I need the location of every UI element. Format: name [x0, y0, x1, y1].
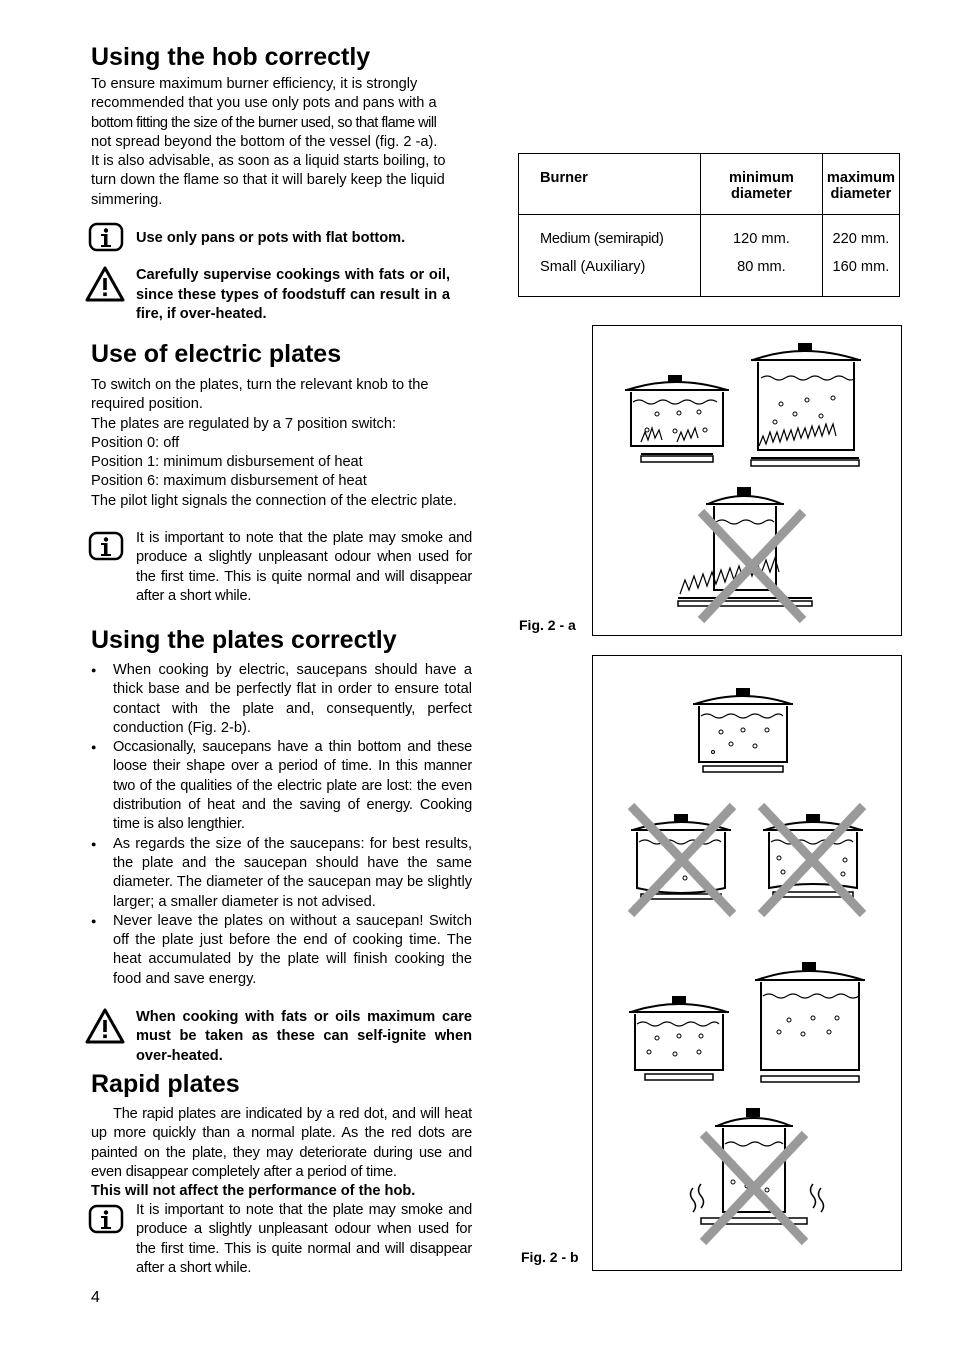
text-line: To switch on the plates, turn the relevant knob to the — [91, 377, 429, 393]
cross-icon — [701, 512, 803, 620]
table-col-burner — [519, 215, 701, 297]
text-line: It is also advisable, as soon as a liquid starts boiling, to — [91, 153, 446, 170]
text-line: not spread beyond the bottom of the vessel (fig. 2 -a). — [91, 133, 438, 150]
pot-icon — [755, 962, 865, 1082]
flame-icon — [759, 424, 836, 446]
text-line: To ensure maximum burner efficiency, it is strongly — [91, 76, 418, 92]
info-icon — [88, 531, 124, 561]
text-line: The pilot light signals the connection of the electric plate. — [91, 492, 457, 509]
cross-icon — [703, 1134, 805, 1242]
list-item: ● Occasionally, saucepans have a thin bottom and these loose their shape over a period of time. In this manner two of the qualities of the electric plate are lost: the even distribution of heat and the saving of energy. Cooking time is also lengthier. — [91, 738, 472, 834]
heading-using-hob: Using the hob correctly — [91, 43, 371, 71]
info-note-smoke-rapid: It is important to note that the plate may smoke and produce a slightly unpleasant odour when used for the first time. This is quite normal and will disappear after a short while. — [136, 1202, 472, 1276]
figure-2b-label: Fig. 2 - b — [521, 1249, 579, 1265]
heading-rapid-plates: Rapid plates — [91, 1070, 240, 1098]
warning-icon — [84, 265, 126, 303]
text-line: The plates are regulated by a 7 position switch: — [91, 415, 397, 432]
pot-icon — [693, 688, 793, 772]
table-cell: Medium (semirapid) — [540, 231, 664, 247]
pot-icon — [691, 1108, 824, 1224]
table-cell: 120 mm. — [733, 231, 790, 247]
table-cell: Small (Auxiliary) — [540, 259, 646, 275]
table-col-min — [700, 215, 822, 297]
pot-icon — [678, 487, 812, 606]
warning-note-fats: Carefully supervise cookings with fats or oil, since these types of foodstuff can result in a fire, if over-heated. — [136, 267, 450, 322]
burner-diameter-table — [518, 153, 900, 297]
table-header-burner: Burner — [519, 154, 701, 215]
text-line: recommended that you use only pots and pans with a — [91, 95, 437, 112]
hob-paragraph — [91, 75, 472, 210]
pot-icon — [625, 375, 729, 462]
text-line: Position 0: off — [91, 434, 180, 451]
rapid-plates-paragraph: The rapid plates are indicated by a red dot, and will heat up more quickly than a normal plate. As the red dots are painted on the plate, they may deteriorate during use and even disappear completely after a period of time. — [91, 1106, 472, 1180]
table-cell: 80 mm. — [737, 259, 786, 275]
flame-icon — [641, 428, 698, 442]
table-cell: 160 mm. — [832, 259, 890, 275]
rapid-plates-bold-line: This will not affect the performance of the hob. — [91, 1183, 416, 1199]
text-line: Position 6: maximum disbursement of heat — [91, 473, 367, 490]
list-item: ● When cooking by electric, saucepans should have a thick base and be perfectly flat in order to ensure total contact with the plate and, consequently, perfect conduction (Fig. 2-b). — [91, 661, 472, 738]
pot-icon — [751, 343, 861, 466]
info-icon — [88, 1204, 124, 1234]
table-header-min: minimum diameter — [700, 154, 822, 215]
figure-2a — [592, 325, 902, 636]
info-note-flat-bottom: Use only pans or pots with flat bottom. — [136, 230, 406, 246]
warning-icon — [84, 1007, 126, 1045]
electric-plates-paragraph — [91, 376, 472, 511]
heading-electric-plates: Use of electric plates — [91, 340, 342, 368]
info-note-smoke: It is important to note that the plate may smoke and produce a slightly unpleasant odour when used for the first time. This is quite normal and will disappear after a short while. — [136, 530, 472, 604]
text-line: turn down the flame so that it will barely keep the liquid — [91, 172, 445, 189]
page-number: 4 — [91, 1289, 100, 1306]
info-icon — [88, 222, 124, 252]
pot-icon — [629, 996, 729, 1080]
text-line: Position 1: minimum disbursement of heat — [91, 454, 363, 471]
table-cell: 220 mm. — [832, 231, 890, 247]
text-line: required position. — [91, 396, 203, 413]
text-line: simmering. — [91, 191, 163, 208]
figure-2a-label: Fig. 2 - a — [519, 617, 576, 633]
table-col-max — [822, 215, 899, 297]
table-header-max: maximum diameter — [822, 154, 899, 215]
list-item: ● As regards the size of the saucepans: for best results, the plate and the saucepan should have the same diameter. The diameter of the saucepan may be slightly larger; a smaller diameter is not advised. — [91, 835, 472, 912]
text-line: bottom fitting the size of the burner used, so that flame will — [91, 114, 437, 131]
figure-2b — [592, 655, 902, 1271]
list-item: ● Never leave the plates on without a saucepan! Switch off the plate just before the end of cooking time. The heat accumulated by the plate will finish cooking the food and save energy. — [91, 912, 472, 989]
heading-plates-correctly: Using the plates correctly — [91, 626, 397, 654]
warning-note-self-ignite: When cooking with fats or oils maximum care must be taken as these can self-ignite when over-heated. — [136, 1009, 472, 1064]
figure-2b-drawing — [593, 656, 901, 1270]
figure-2a-drawing — [593, 326, 901, 635]
plates-bullet-list — [91, 661, 472, 989]
